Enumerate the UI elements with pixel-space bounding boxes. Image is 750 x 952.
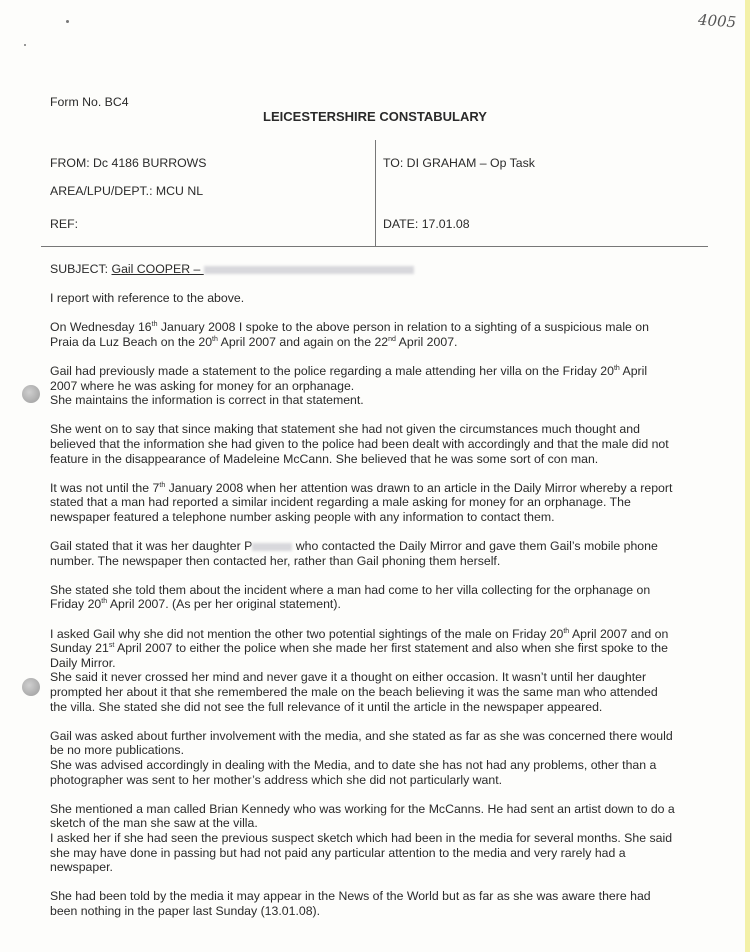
paragraph [50, 364, 730, 408]
text-line [50, 802, 730, 817]
text-line [50, 685, 730, 700]
text-segment: photographer was sent to her mother’s address which she did not particularly want. [50, 772, 503, 787]
text-segment: stated that a man had reported a similar incident regarding a male asking for money for an orphanage. The [50, 495, 631, 510]
text-segment: She went on to say that since making that statement she had not given the circumstances much thought and [50, 422, 640, 437]
paragraph [50, 539, 730, 568]
text-segment: prompted her about it that she remembered the male on the beach believing it was the same man who attended [50, 685, 658, 700]
text-segment: She said it never crossed her mind and never gave it a thought on either occasion. It wasn’t until her daughter [50, 670, 647, 685]
text-segment: believed that the information she had given to the police had been dealt with accordingly and that the male did not [50, 436, 669, 451]
text-segment: April 2007 and on [569, 626, 669, 641]
text-segment: 2007 where he was asking for money for an orphanage. [50, 378, 355, 393]
ordinal-suffix: th [151, 321, 158, 329]
subject-line [50, 262, 414, 276]
ordinal-suffix: th [212, 335, 218, 343]
punch-hole [22, 678, 40, 696]
text-line [50, 641, 730, 656]
document-title: LEICESTERSHIRE CONSTABULARY [263, 109, 487, 124]
text-line [50, 627, 730, 642]
text-line [50, 729, 730, 744]
text-line [50, 379, 730, 394]
text-segment: Friday 20 [50, 597, 102, 612]
area-field: AREA/LPU/DEPT.: MCU NL [50, 184, 204, 198]
text-line [50, 495, 730, 510]
text-segment: Gail stated that it was her daughter P [50, 539, 253, 554]
text-segment: April 2007 and again on the 22 [217, 334, 389, 349]
text-line [50, 393, 730, 408]
from-field: FROM: Dc 4186 BURROWS [50, 156, 207, 170]
date-field: DATE: 17.01.08 [383, 217, 470, 231]
paragraph [50, 291, 730, 306]
text-segment: who contacted the Daily Mirror and gave them Gail’s mobile phone [292, 539, 658, 554]
text-line [50, 320, 730, 335]
paragraph [50, 627, 730, 715]
text-segment: Sunday 21 [50, 641, 109, 656]
text-segment: It was not until the 7 [50, 480, 160, 495]
text-segment: been nothing in the paper last Sunday (13.01.08). [50, 903, 321, 918]
redacted-name [252, 543, 292, 551]
text-line [50, 597, 730, 612]
text-segment: Praia da Luz Beach on the 20 [50, 334, 213, 349]
text-line [50, 904, 730, 919]
text-segment: I asked Gail why she did not mention the other two potential sightings of the male on Friday 20 [50, 626, 564, 641]
subject-label: SUBJECT: [50, 262, 112, 276]
text-line [50, 889, 730, 904]
text-segment: I asked her if she had seen the previous suspect sketch which had been in the media for several months. She said [50, 830, 673, 845]
text-line [50, 452, 730, 467]
text-segment: She stated she told them about the incident where a man had come to her villa collecting for the orphanage on [50, 582, 651, 597]
form-number: Form No. BC4 [50, 95, 129, 109]
text-segment: She was advised accordingly in dealing with the Media, and to date she has not had any problems, other than a [50, 758, 657, 772]
subject-name-text: Gail COOPER – [111, 262, 204, 276]
ordinal-suffix: th [159, 481, 166, 489]
text-line [50, 831, 730, 846]
ordinal-suffix: nd [388, 335, 396, 343]
text-segment: She mentioned a man called Brian Kennedy who was working for the McCanns. He had sent an artist down to do a [50, 801, 675, 816]
redacted-address [204, 266, 414, 274]
text-line [50, 860, 730, 875]
text-segment: number. The newspaper then contacted her, rather than Gail phoning them herself. [50, 553, 501, 568]
scan-speck [66, 20, 69, 23]
text-line [50, 364, 730, 379]
paragraph [50, 320, 730, 349]
text-line [50, 539, 730, 554]
paragraph [50, 583, 730, 612]
text-segment: newspaper. [50, 860, 113, 875]
text-segment: I report with reference to the above. [50, 291, 245, 305]
paragraph [50, 889, 730, 918]
to-field: TO: DI GRAHAM – Op Task [383, 156, 535, 170]
text-segment: April [619, 363, 648, 378]
text-segment: April 2007. [395, 334, 458, 349]
text-segment: sketch of the man she saw at the villa. [50, 816, 258, 831]
ordinal-suffix: th [613, 364, 620, 372]
ordinal-suffix: st [108, 642, 115, 650]
text-segment: newspaper featured a telephone number asking people with any information to contact them. [50, 509, 555, 524]
scan-speck [24, 44, 26, 46]
paragraph [50, 802, 730, 875]
handwritten-page-number: 4005 [697, 10, 737, 32]
text-line [50, 335, 730, 350]
text-line [50, 510, 730, 525]
ordinal-suffix: th [563, 627, 570, 635]
punch-hole [22, 385, 40, 403]
text-line [50, 437, 730, 452]
text-segment: Daily Mirror. [50, 655, 116, 670]
page-edge [745, 0, 750, 952]
text-segment: she may have done in passing but had not paid any particular attention to the media and very rarely had a [50, 845, 626, 860]
text-line [50, 846, 730, 861]
subject-name [112, 262, 414, 276]
text-segment: April 2007. (As per her original statement). [107, 597, 341, 612]
report-body [50, 291, 730, 933]
text-line [50, 656, 730, 671]
text-segment: She maintains the information is correct in that statement. [50, 393, 364, 408]
text-segment: Gail had previously made a statement to the police regarding a male attending her villa on the Friday 20 [50, 363, 614, 378]
ref-field: REF: [50, 217, 79, 231]
text-segment: January 2008 I spoke to the above person in relation to a sighting of a suspicious male on [157, 320, 649, 335]
text-segment: She had been told by the media it may appear in the News of the World but as far as she was aware there had [50, 889, 651, 904]
text-segment: On Wednesday 16 [50, 320, 152, 335]
text-segment: the villa. She stated she did not see the full relevance of it until the article in the newspaper appeared. [50, 699, 603, 714]
text-line [50, 554, 730, 569]
text-line [50, 291, 730, 306]
paragraph [50, 481, 730, 525]
text-segment: Gail was asked about further involvement with the media, and she stated as far as she was concerned there would [50, 728, 673, 743]
text-line [50, 743, 730, 758]
text-segment: January 2008 when her attention was drawn to an article in the Daily Mirror whereby a report [165, 480, 673, 495]
header-divider-vertical [375, 140, 376, 246]
text-line [50, 773, 730, 788]
text-segment: feature in the disappearance of Madeleine McCann. She believed that he was some sort of con man. [50, 451, 599, 466]
text-line [50, 816, 730, 831]
header-divider-horizontal [41, 246, 708, 247]
text-segment: April 2007 to either the police when she made her first statement and also when she first spoke to the [114, 641, 668, 656]
ordinal-suffix: th [101, 598, 108, 606]
text-line [50, 422, 730, 437]
text-line [50, 758, 730, 773]
text-line [50, 583, 730, 598]
paragraph [50, 729, 730, 787]
text-line [50, 481, 730, 496]
text-line [50, 700, 730, 715]
text-line [50, 670, 730, 685]
text-segment: be no more publications. [50, 743, 184, 758]
paragraph [50, 422, 730, 466]
